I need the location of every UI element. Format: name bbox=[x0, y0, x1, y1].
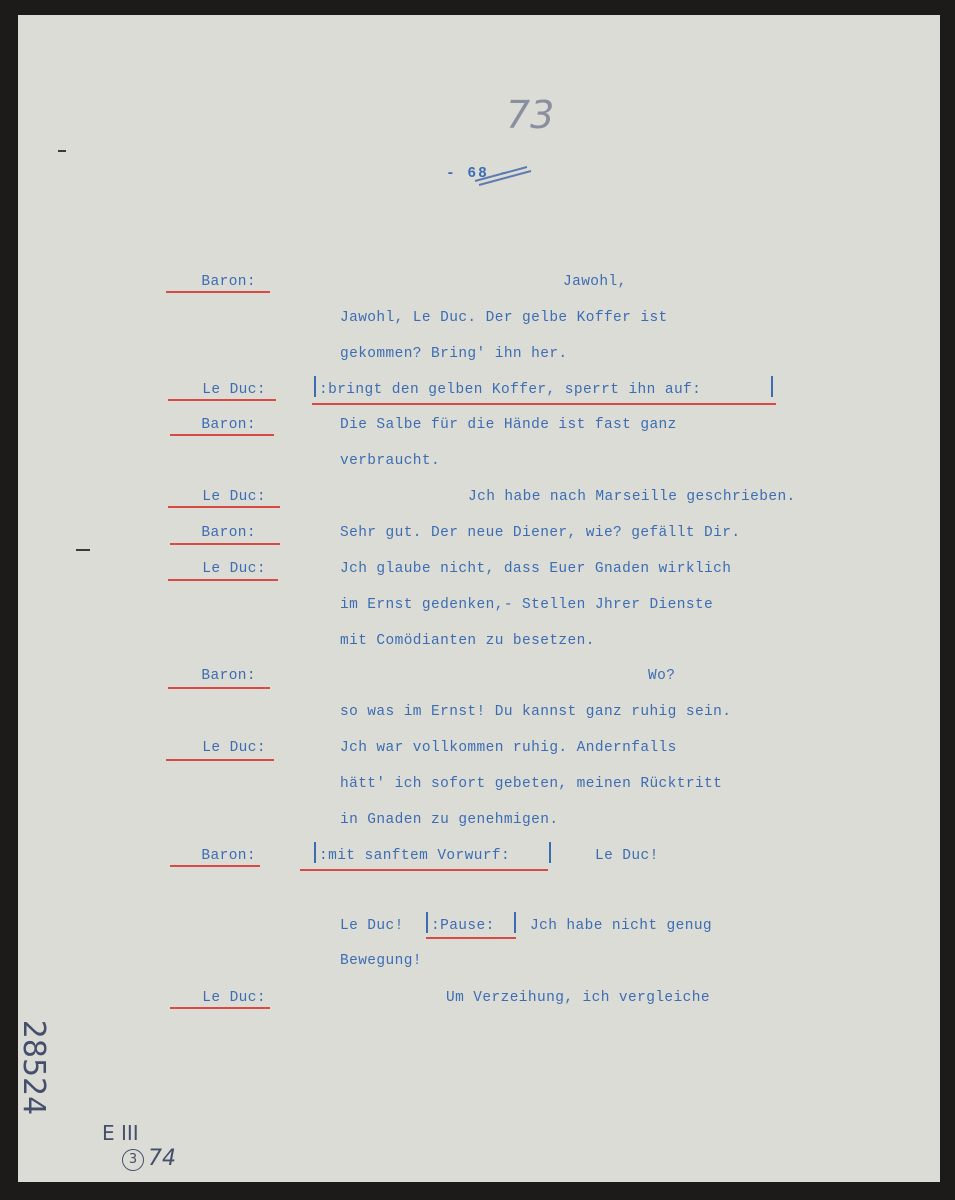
red-underline bbox=[166, 759, 274, 761]
red-underline bbox=[426, 937, 516, 939]
red-underline bbox=[170, 434, 274, 436]
margin-tick bbox=[58, 150, 66, 152]
dialogue-line: Le Duc! bbox=[595, 848, 659, 864]
red-underline bbox=[168, 506, 280, 508]
archive-number: 28524 bbox=[16, 1019, 52, 1116]
dialogue-line: Jch habe nach Marseille geschrieben. bbox=[468, 489, 796, 505]
red-underline bbox=[312, 403, 776, 405]
red-underline bbox=[168, 399, 276, 401]
dialogue-line: verbraucht. bbox=[340, 453, 441, 469]
stage-direction-bracket bbox=[549, 842, 551, 863]
stage-direction-bracket bbox=[426, 912, 428, 933]
speaker-label: Le Duc: bbox=[202, 740, 266, 756]
margin-tick bbox=[76, 549, 90, 551]
dialogue-line: Jawohl, bbox=[563, 274, 627, 290]
document-page bbox=[18, 15, 940, 1182]
speaker-label: Baron: bbox=[201, 417, 256, 433]
dialogue-line: Um Verzeihung, ich vergleiche bbox=[446, 990, 710, 1006]
page-number: - 68 - bbox=[446, 166, 511, 182]
red-underline bbox=[170, 1007, 270, 1009]
red-underline bbox=[300, 869, 548, 871]
strike-through-mark bbox=[473, 159, 533, 189]
speaker-label: Baron: bbox=[201, 668, 256, 684]
dialogue-line: Wo? bbox=[648, 668, 676, 684]
dialogue-line: in Gnaden zu genehmigen. bbox=[340, 812, 559, 828]
stage-direction-bracket bbox=[314, 842, 316, 863]
speaker-label: Baron: bbox=[201, 274, 256, 290]
dialogue-line: Le Duc! bbox=[340, 918, 404, 934]
dialogue-line: hätt' ich sofort gebeten, meinen Rücktritt bbox=[340, 776, 723, 792]
dialogue-line: mit Comödianten zu besetzen. bbox=[340, 633, 595, 649]
pencil-folio-number: 73 bbox=[506, 93, 555, 137]
dialogue-line: Jch war vollkommen ruhig. Andernfalls bbox=[340, 740, 677, 756]
stage-direction: :Pause: bbox=[431, 918, 495, 934]
dialogue-line: so was im Ernst! Du kannst ganz ruhig sein. bbox=[340, 704, 732, 720]
dialogue-line: gekommen? Bring' ihn her. bbox=[340, 346, 568, 362]
stage-direction-bracket bbox=[314, 376, 316, 397]
stage-direction-bracket bbox=[514, 912, 516, 933]
red-underline bbox=[170, 865, 260, 867]
dialogue-line: Jch habe nicht genug bbox=[530, 918, 713, 934]
dialogue-line: Jch glaube nicht, dass Euer Gnaden wirklich bbox=[340, 561, 732, 577]
dialogue-line: Bewegung! bbox=[340, 953, 422, 969]
circled-number: 3 bbox=[122, 1149, 144, 1171]
red-underline bbox=[168, 579, 278, 581]
speaker-label: Le Duc: bbox=[202, 990, 266, 1006]
dialogue-line: Die Salbe für die Hände ist fast ganz bbox=[340, 417, 677, 433]
red-underline bbox=[166, 291, 270, 293]
red-underline bbox=[170, 543, 280, 545]
speaker-label: Le Duc: bbox=[202, 561, 266, 577]
speaker-label: Baron: bbox=[201, 525, 256, 541]
section-note: E III bbox=[102, 1121, 139, 1145]
dialogue-line: Jawohl, Le Duc. Der gelbe Koffer ist bbox=[340, 310, 668, 326]
speaker-label: Baron: bbox=[201, 848, 256, 864]
speaker-label: Le Duc: bbox=[202, 382, 266, 398]
stage-direction-bracket bbox=[771, 376, 773, 397]
speaker-label: Le Duc: bbox=[202, 489, 266, 505]
sheet-number: 74 bbox=[148, 1146, 176, 1171]
stage-direction: :mit sanftem Vorwurf: bbox=[319, 848, 511, 864]
red-underline bbox=[168, 687, 270, 689]
dialogue-line: Sehr gut. Der neue Diener, wie? gefällt Dir. bbox=[340, 525, 741, 541]
stage-direction: :bringt den gelben Koffer, sperrt ihn auf: bbox=[319, 382, 702, 398]
dialogue-line: im Ernst gedenken,- Stellen Jhrer Dienste bbox=[340, 597, 714, 613]
